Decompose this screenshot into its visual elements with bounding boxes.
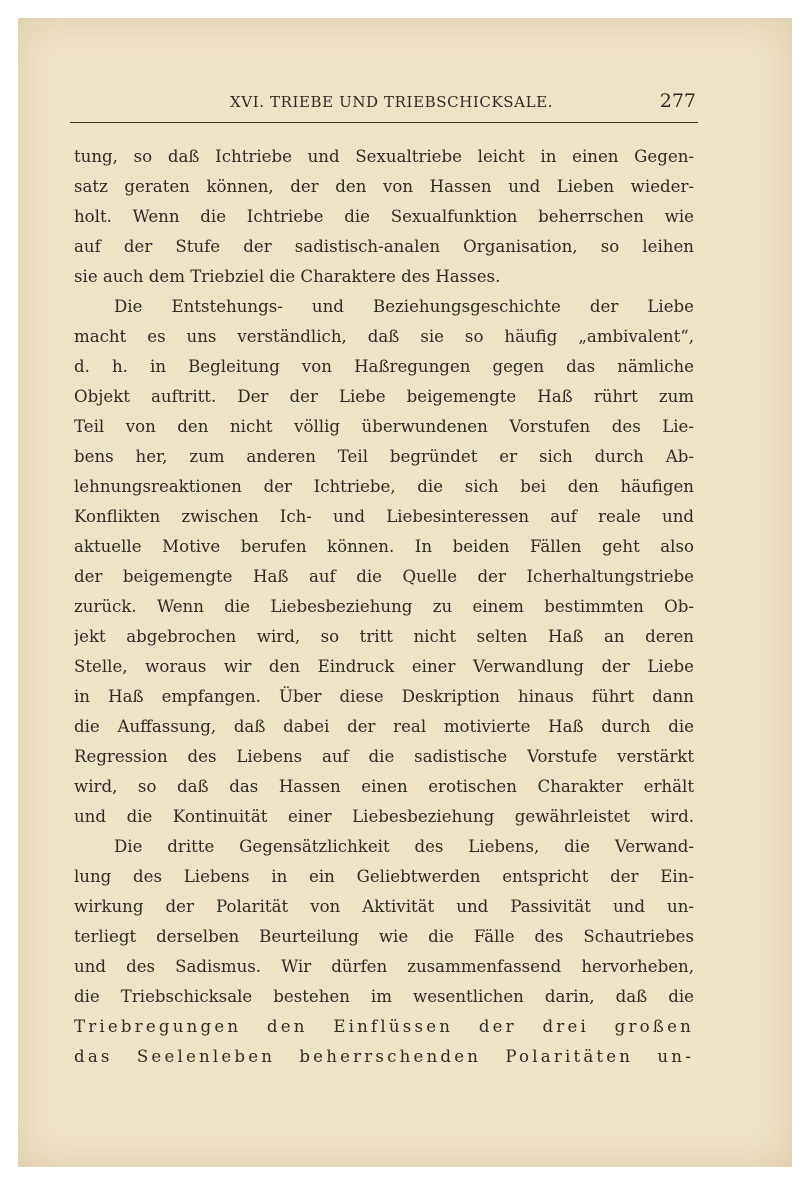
text-line: lung des Liebens in ein Geliebtwerden entspricht der Ein- — [74, 867, 694, 886]
text-line: aktuelle Motive berufen können. In beiden Fällen geht also — [74, 537, 694, 556]
text-line: bens her, zum anderen Teil begründet er sich durch Ab- — [74, 447, 694, 466]
text-line: die Triebschicksale bestehen im wesentlichen darin, daß die — [74, 987, 694, 1006]
text-line: jekt abgebrochen wird, so tritt nicht selten Haß an deren — [74, 627, 694, 646]
book-page — [18, 18, 792, 1167]
text-line: und die Kontinuität einer Liebesbeziehung gewährleistet wird. — [74, 807, 694, 826]
text-line: Die dritte Gegensätzlichkeit des Liebens, die Verwand- — [114, 837, 694, 856]
text-line: das Seelenleben beherrschenden Polaritäten un- — [74, 1047, 694, 1066]
page-header — [70, 92, 698, 123]
body-text — [74, 142, 694, 1072]
text-line: zurück. Wenn die Liebesbeziehung zu einem bestimmten Ob- — [74, 597, 694, 616]
text-line: Teil von den nicht völlig überwundenen Vorstufen des Lie- — [74, 417, 694, 436]
text-line: lehnungsreaktionen der Ichtriebe, die sich bei den häufigen — [74, 477, 694, 496]
text-line: tung, so daß Ichtriebe und Sexualtriebe leicht in einen Gegen- — [74, 147, 694, 166]
text-line: Stelle, woraus wir den Eindruck einer Verwandlung der Liebe — [74, 657, 694, 676]
text-line: in Haß empfangen. Über diese Deskription hinaus führt dann — [74, 687, 694, 706]
text-line: satz geraten können, der den von Hassen und Lieben wieder- — [74, 177, 694, 196]
text-line: Objekt auftritt. Der der Liebe beigemengte Haß rührt zum — [74, 387, 694, 406]
text-line: die Auffassung, daß dabei der real motivierte Haß durch die — [74, 717, 694, 736]
page-number: 277 — [659, 90, 696, 112]
text-line: terliegt derselben Beurteilung wie die Fälle des Schautriebes — [74, 927, 694, 946]
running-title: XVI. TRIEBE UND TRIEBSCHICKSALE. — [230, 93, 554, 111]
text-line: sie auch dem Triebziel die Charaktere des Hasses. — [74, 267, 501, 286]
text-line: wirkung der Polarität von Aktivität und Passivität und un- — [74, 897, 694, 916]
text-line: auf der Stufe der sadistisch-analen Organisation, so leihen — [74, 237, 694, 256]
text-line: Konflikten zwischen Ich- und Liebesinteressen auf reale und — [74, 507, 694, 526]
text-line: d. h. in Begleitung von Haßregungen gegen das nämliche — [74, 357, 694, 376]
text-line: holt. Wenn die Ichtriebe die Sexualfunktion beherrschen wie — [74, 207, 694, 226]
text-line: wird, so daß das Hassen einen erotischen Charakter erhält — [74, 777, 694, 796]
text-line: macht es uns verständlich, daß sie so häufig „ambivalent“, — [74, 327, 694, 346]
text-line: Triebregungen den Einflüssen der drei großen — [74, 1017, 694, 1036]
text-line: der beigemengte Haß auf die Quelle der Icherhaltungstriebe — [74, 567, 694, 586]
text-line: und des Sadismus. Wir dürfen zusammenfassend hervorheben, — [74, 957, 694, 976]
text-line: Regression des Liebens auf die sadistische Vorstufe verstärkt — [74, 747, 694, 766]
text-line: Die Entstehungs- und Beziehungsgeschichte der Liebe — [114, 297, 694, 316]
